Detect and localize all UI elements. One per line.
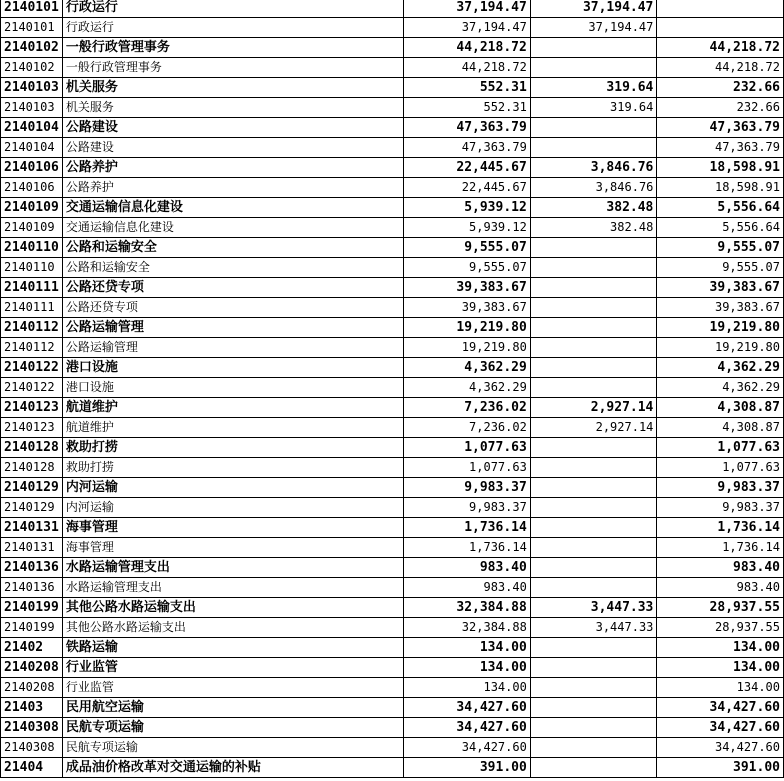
basic-expense-cell[interactable] <box>530 718 657 738</box>
table-row-item <box>1 418 784 438</box>
project-expense-cell[interactable]: 232.66 <box>657 78 784 98</box>
basic-expense-cell[interactable] <box>530 538 657 558</box>
total-amount-cell[interactable]: 5,939.12 <box>404 198 531 218</box>
project-expense-cell[interactable]: 1,736.14 <box>657 538 784 558</box>
account-code-cell[interactable]: 2140102 <box>1 38 63 58</box>
basic-expense-cell[interactable]: 37,194.47 <box>530 18 657 38</box>
total-amount-cell[interactable]: 391.00 <box>404 758 531 778</box>
total-amount-cell[interactable]: 1,077.63 <box>404 458 531 478</box>
total-amount-cell[interactable]: 32,384.88 <box>404 618 531 638</box>
account-code-cell[interactable]: 2140308 <box>1 738 63 758</box>
table-row-category <box>1 598 784 618</box>
account-name-cell[interactable]: 海事管理 <box>62 538 403 558</box>
total-amount-cell[interactable]: 9,983.37 <box>404 498 531 518</box>
total-amount-cell[interactable]: 37,194.47 <box>404 18 531 38</box>
table-row-item <box>1 458 784 478</box>
account-name-cell[interactable]: 一般行政管理事务 <box>62 38 403 58</box>
project-expense-cell[interactable]: 28,937.55 <box>657 598 784 618</box>
total-amount-cell[interactable]: 552.31 <box>404 78 531 98</box>
table-row-item <box>1 538 784 558</box>
account-code-cell[interactable]: 2140123 <box>1 398 63 418</box>
account-code-cell[interactable]: 2140101 <box>1 18 63 38</box>
account-code-cell[interactable]: 2140208 <box>1 678 63 698</box>
account-name-cell[interactable]: 铁路运输 <box>62 638 403 658</box>
account-name-cell[interactable]: 成品油价格改革对交通运输的补贴 <box>62 758 403 778</box>
account-code-cell[interactable]: 2140128 <box>1 458 63 478</box>
table-row-category <box>1 38 784 58</box>
basic-expense-cell[interactable] <box>530 678 657 698</box>
project-expense-cell[interactable] <box>657 18 784 38</box>
account-name-cell[interactable]: 行政运行 <box>62 0 403 18</box>
table-row-item <box>1 58 784 78</box>
account-code-cell[interactable]: 21403 <box>1 698 63 718</box>
account-name-cell[interactable]: 公路建设 <box>62 138 403 158</box>
total-amount-cell[interactable]: 47,363.79 <box>404 118 531 138</box>
basic-expense-cell[interactable] <box>530 758 657 778</box>
project-expense-cell[interactable]: 39,383.67 <box>657 278 784 298</box>
account-code-cell[interactable]: 2140109 <box>1 198 63 218</box>
basic-expense-cell[interactable] <box>530 138 657 158</box>
table-row-category <box>1 198 784 218</box>
account-code-cell[interactable]: 2140104 <box>1 138 63 158</box>
total-amount-cell[interactable]: 4,362.29 <box>404 358 531 378</box>
table-row-category <box>1 658 784 678</box>
account-code-cell[interactable]: 2140103 <box>1 78 63 98</box>
table-row-item <box>1 178 784 198</box>
table-row-item <box>1 378 784 398</box>
total-amount-cell[interactable]: 5,939.12 <box>404 218 531 238</box>
account-code-cell[interactable]: 2140129 <box>1 478 63 498</box>
total-amount-cell[interactable]: 22,445.67 <box>404 158 531 178</box>
basic-expense-cell[interactable] <box>530 318 657 338</box>
account-name-cell[interactable]: 公路养护 <box>62 158 403 178</box>
table-row-category <box>1 78 784 98</box>
total-amount-cell[interactable]: 552.31 <box>404 98 531 118</box>
project-expense-cell[interactable]: 9,983.37 <box>657 478 784 498</box>
project-expense-cell[interactable]: 4,362.29 <box>657 358 784 378</box>
table-row-item <box>1 678 784 698</box>
basic-expense-cell[interactable] <box>530 38 657 58</box>
project-expense-cell[interactable]: 232.66 <box>657 98 784 118</box>
account-code-cell[interactable]: 2140104 <box>1 118 63 138</box>
table-row-category <box>1 118 784 138</box>
project-expense-cell[interactable]: 983.40 <box>657 578 784 598</box>
table-row-category <box>1 358 784 378</box>
account-code-cell[interactable]: 2140131 <box>1 518 63 538</box>
account-name-cell[interactable]: 行业监管 <box>62 678 403 698</box>
account-name-cell[interactable]: 机关服务 <box>62 78 403 98</box>
basic-expense-cell[interactable] <box>530 58 657 78</box>
account-name-cell[interactable]: 内河运输 <box>62 478 403 498</box>
account-name-cell[interactable]: 内河运输 <box>62 498 403 518</box>
basic-expense-cell[interactable]: 37,194.47 <box>530 0 657 18</box>
account-code-cell[interactable]: 2140123 <box>1 418 63 438</box>
account-code-cell[interactable]: 2140110 <box>1 258 63 278</box>
table-row-category <box>1 478 784 498</box>
project-expense-cell[interactable]: 47,363.79 <box>657 138 784 158</box>
project-expense-cell[interactable]: 28,937.55 <box>657 618 784 638</box>
total-amount-cell[interactable]: 983.40 <box>404 558 531 578</box>
total-amount-cell[interactable]: 134.00 <box>404 678 531 698</box>
table-row-category <box>1 438 784 458</box>
project-expense-cell[interactable]: 4,308.87 <box>657 418 784 438</box>
basic-expense-cell[interactable]: 319.64 <box>530 98 657 118</box>
account-name-cell[interactable]: 公路建设 <box>62 118 403 138</box>
basic-expense-cell[interactable] <box>530 278 657 298</box>
account-name-cell[interactable]: 机关服务 <box>62 98 403 118</box>
table-row-item <box>1 618 784 638</box>
project-expense-cell[interactable]: 34,427.60 <box>657 698 784 718</box>
account-name-cell[interactable]: 公路运输管理 <box>62 318 403 338</box>
account-code-cell[interactable]: 2140136 <box>1 578 63 598</box>
account-name-cell[interactable]: 公路运输管理 <box>62 338 403 358</box>
total-amount-cell[interactable]: 7,236.02 <box>404 418 531 438</box>
basic-expense-cell[interactable] <box>530 578 657 598</box>
account-code-cell[interactable]: 2140122 <box>1 358 63 378</box>
account-name-cell[interactable]: 水路运输管理支出 <box>62 578 403 598</box>
account-name-cell[interactable]: 港口设施 <box>62 358 403 378</box>
project-expense-cell[interactable]: 19,219.80 <box>657 338 784 358</box>
basic-expense-cell[interactable] <box>530 638 657 658</box>
account-code-cell[interactable]: 2140111 <box>1 278 63 298</box>
account-code-cell[interactable]: 2140136 <box>1 558 63 578</box>
account-code-cell[interactable]: 2140208 <box>1 658 63 678</box>
table-row-item <box>1 258 784 278</box>
budget-table-body <box>1 0 784 778</box>
table-row-category <box>1 238 784 258</box>
total-amount-cell[interactable]: 1,077.63 <box>404 438 531 458</box>
total-amount-cell[interactable]: 7,236.02 <box>404 398 531 418</box>
account-name-cell[interactable]: 公路还贷专项 <box>62 278 403 298</box>
basic-expense-cell[interactable] <box>530 358 657 378</box>
total-amount-cell[interactable]: 134.00 <box>404 658 531 678</box>
project-expense-cell[interactable]: 1,077.63 <box>657 458 784 478</box>
basic-expense-cell[interactable]: 2,927.14 <box>530 398 657 418</box>
basic-expense-cell[interactable] <box>530 698 657 718</box>
project-expense-cell[interactable]: 9,983.37 <box>657 498 784 518</box>
project-expense-cell[interactable]: 134.00 <box>657 678 784 698</box>
project-expense-cell[interactable]: 44,218.72 <box>657 38 784 58</box>
basic-expense-cell[interactable]: 3,447.33 <box>530 598 657 618</box>
total-amount-cell[interactable]: 34,427.60 <box>404 718 531 738</box>
table-row-item <box>1 738 784 758</box>
account-code-cell[interactable]: 2140101 <box>1 0 63 18</box>
table-row-category <box>1 318 784 338</box>
table-row-category <box>1 638 784 658</box>
total-amount-cell[interactable]: 44,218.72 <box>404 38 531 58</box>
project-expense-cell[interactable]: 34,427.60 <box>657 738 784 758</box>
account-name-cell[interactable]: 航道维护 <box>62 398 403 418</box>
table-row-category <box>1 698 784 718</box>
total-amount-cell[interactable]: 39,383.67 <box>404 278 531 298</box>
project-expense-cell[interactable]: 9,555.07 <box>657 238 784 258</box>
total-amount-cell[interactable]: 22,445.67 <box>404 178 531 198</box>
project-expense-cell[interactable]: 5,556.64 <box>657 198 784 218</box>
account-name-cell[interactable]: 民航专项运输 <box>62 718 403 738</box>
account-name-cell[interactable]: 海事管理 <box>62 518 403 538</box>
project-expense-cell[interactable]: 5,556.64 <box>657 218 784 238</box>
project-expense-cell[interactable] <box>657 0 784 18</box>
project-expense-cell[interactable]: 18,598.91 <box>657 178 784 198</box>
project-expense-cell[interactable]: 983.40 <box>657 558 784 578</box>
account-code-cell[interactable]: 2140109 <box>1 218 63 238</box>
basic-expense-cell[interactable] <box>530 238 657 258</box>
basic-expense-cell[interactable]: 3,447.33 <box>530 618 657 638</box>
table-row-category <box>1 758 784 778</box>
project-expense-cell[interactable]: 4,308.87 <box>657 398 784 418</box>
basic-expense-cell[interactable] <box>530 738 657 758</box>
account-name-cell[interactable]: 其他公路水路运输支出 <box>62 598 403 618</box>
table-row-category <box>1 718 784 738</box>
account-name-cell[interactable]: 救助打捞 <box>62 438 403 458</box>
account-code-cell[interactable]: 2140106 <box>1 158 63 178</box>
account-name-cell[interactable]: 交通运输信息化建设 <box>62 218 403 238</box>
table-row-item <box>1 218 784 238</box>
account-name-cell[interactable]: 公路还贷专项 <box>62 298 403 318</box>
basic-expense-cell[interactable] <box>530 658 657 678</box>
account-name-cell[interactable]: 公路和运输安全 <box>62 258 403 278</box>
project-expense-cell[interactable]: 1,736.14 <box>657 518 784 538</box>
total-amount-cell[interactable]: 19,219.80 <box>404 318 531 338</box>
project-expense-cell[interactable]: 19,219.80 <box>657 318 784 338</box>
account-name-cell[interactable]: 其他公路水路运输支出 <box>62 618 403 638</box>
total-amount-cell[interactable]: 37,194.47 <box>404 0 531 18</box>
table-row-item <box>1 338 784 358</box>
total-amount-cell[interactable]: 44,218.72 <box>404 58 531 78</box>
project-expense-cell[interactable]: 1,077.63 <box>657 438 784 458</box>
project-expense-cell[interactable]: 134.00 <box>657 638 784 658</box>
total-amount-cell[interactable]: 34,427.60 <box>404 698 531 718</box>
total-amount-cell[interactable]: 47,363.79 <box>404 138 531 158</box>
account-name-cell[interactable]: 公路和运输安全 <box>62 238 403 258</box>
table-row-category <box>1 558 784 578</box>
table-row-item <box>1 138 784 158</box>
total-amount-cell[interactable]: 9,555.07 <box>404 238 531 258</box>
total-amount-cell[interactable]: 1,736.14 <box>404 538 531 558</box>
account-name-cell[interactable]: 救助打捞 <box>62 458 403 478</box>
basic-expense-cell[interactable] <box>530 258 657 278</box>
account-code-cell[interactable]: 2140129 <box>1 498 63 518</box>
account-code-cell[interactable]: 2140106 <box>1 178 63 198</box>
table-row-category <box>1 158 784 178</box>
basic-expense-cell[interactable]: 382.48 <box>530 218 657 238</box>
total-amount-cell[interactable]: 9,555.07 <box>404 258 531 278</box>
total-amount-cell[interactable]: 9,983.37 <box>404 478 531 498</box>
account-code-cell[interactable]: 2140112 <box>1 338 63 358</box>
table-row-item <box>1 578 784 598</box>
basic-expense-cell[interactable] <box>530 298 657 318</box>
total-amount-cell[interactable]: 34,427.60 <box>404 738 531 758</box>
account-name-cell[interactable]: 民用航空运输 <box>62 698 403 718</box>
project-expense-cell[interactable]: 18,598.91 <box>657 158 784 178</box>
table-row-category <box>1 278 784 298</box>
basic-expense-cell[interactable]: 3,846.76 <box>530 158 657 178</box>
project-expense-cell[interactable]: 34,427.60 <box>657 718 784 738</box>
basic-expense-cell[interactable] <box>530 458 657 478</box>
project-expense-cell[interactable]: 391.00 <box>657 758 784 778</box>
account-name-cell[interactable]: 民航专项运输 <box>62 738 403 758</box>
table-row-category <box>1 0 784 18</box>
account-code-cell[interactable]: 2140102 <box>1 58 63 78</box>
basic-expense-cell[interactable] <box>530 518 657 538</box>
basic-expense-cell[interactable]: 3,846.76 <box>530 178 657 198</box>
account-code-cell[interactable]: 2140131 <box>1 538 63 558</box>
account-name-cell[interactable]: 水路运输管理支出 <box>62 558 403 578</box>
total-amount-cell[interactable]: 134.00 <box>404 638 531 658</box>
account-name-cell[interactable]: 行业监管 <box>62 658 403 678</box>
total-amount-cell[interactable]: 1,736.14 <box>404 518 531 538</box>
project-expense-cell[interactable]: 9,555.07 <box>657 258 784 278</box>
account-code-cell[interactable]: 2140199 <box>1 598 63 618</box>
account-code-cell[interactable]: 2140122 <box>1 378 63 398</box>
account-code-cell[interactable]: 21402 <box>1 638 63 658</box>
account-name-cell[interactable]: 一般行政管理事务 <box>62 58 403 78</box>
account-code-cell[interactable]: 2140103 <box>1 98 63 118</box>
account-name-cell[interactable]: 航道维护 <box>62 418 403 438</box>
basic-expense-cell[interactable]: 2,927.14 <box>530 418 657 438</box>
account-code-cell[interactable]: 21404 <box>1 758 63 778</box>
project-expense-cell[interactable]: 44,218.72 <box>657 58 784 78</box>
basic-expense-cell[interactable] <box>530 478 657 498</box>
table-row-item <box>1 18 784 38</box>
table-row-category <box>1 398 784 418</box>
basic-expense-cell[interactable]: 382.48 <box>530 198 657 218</box>
project-expense-cell[interactable]: 134.00 <box>657 658 784 678</box>
project-expense-cell[interactable]: 4,362.29 <box>657 378 784 398</box>
basic-expense-cell[interactable] <box>530 338 657 358</box>
account-code-cell[interactable]: 2140199 <box>1 618 63 638</box>
account-name-cell[interactable]: 港口设施 <box>62 378 403 398</box>
basic-expense-cell[interactable] <box>530 498 657 518</box>
total-amount-cell[interactable]: 983.40 <box>404 578 531 598</box>
basic-expense-cell[interactable]: 319.64 <box>530 78 657 98</box>
total-amount-cell[interactable]: 32,384.88 <box>404 598 531 618</box>
total-amount-cell[interactable]: 4,362.29 <box>404 378 531 398</box>
basic-expense-cell[interactable] <box>530 118 657 138</box>
total-amount-cell[interactable]: 39,383.67 <box>404 298 531 318</box>
project-expense-cell[interactable]: 47,363.79 <box>657 118 784 138</box>
basic-expense-cell[interactable] <box>530 378 657 398</box>
account-code-cell[interactable]: 2140308 <box>1 718 63 738</box>
table-row-item <box>1 498 784 518</box>
account-name-cell[interactable]: 公路养护 <box>62 178 403 198</box>
account-code-cell[interactable]: 2140110 <box>1 238 63 258</box>
basic-expense-cell[interactable] <box>530 438 657 458</box>
basic-expense-cell[interactable] <box>530 558 657 578</box>
account-code-cell[interactable]: 2140112 <box>1 318 63 338</box>
account-name-cell[interactable]: 行政运行 <box>62 18 403 38</box>
table-row-category <box>1 518 784 538</box>
account-code-cell[interactable]: 2140111 <box>1 298 63 318</box>
table-row-item <box>1 98 784 118</box>
project-expense-cell[interactable]: 39,383.67 <box>657 298 784 318</box>
table-row-item <box>1 298 784 318</box>
account-code-cell[interactable]: 2140128 <box>1 438 63 458</box>
total-amount-cell[interactable]: 19,219.80 <box>404 338 531 358</box>
account-name-cell[interactable]: 交通运输信息化建设 <box>62 198 403 218</box>
